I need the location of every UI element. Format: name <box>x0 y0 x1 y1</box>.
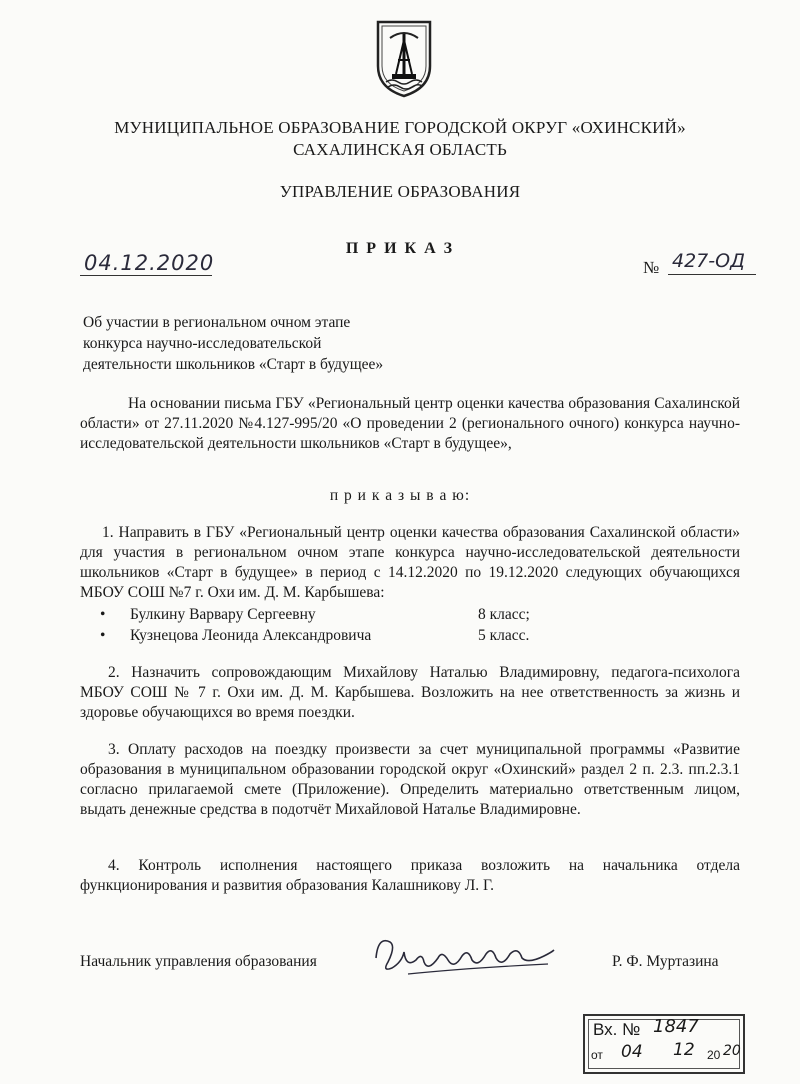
stamp-incoming-label: Вх. № <box>593 1020 641 1039</box>
subject-line-3: деятельности школьников «Старт в будущее» <box>83 356 384 373</box>
stamp-from-label: от <box>591 1048 603 1062</box>
item-3-paragraph: 3. Оплату расходов на поездку произвести за счет муниципальной программы «Развитие образования в муниципальном образовании городской округ «Охинский» раздел 2 п. 2.3. пп.2.3.1 согласно прилагаемой смете (Приложение). Определить материально ответственным лицом, выдать денежные средства в подотчёт Михайловой Наталье Владимировне. <box>80 741 740 818</box>
signatory-position: Начальник управления образования <box>80 953 317 970</box>
bullet-icon: • <box>100 606 106 623</box>
number-label: № <box>643 258 660 277</box>
stamp-year-suffix: 20 <box>723 1043 741 1059</box>
preamble-paragraph: На основании письма ГБУ «Региональный центр оценки качества образования Сахалинской области» от 27.11.2020 №4.127-995/20 «О проведении 2 (регионального очного) конкурса научно-исследовательской деятельности школьников «Старт в будущее», <box>80 395 740 452</box>
stamp-day: 04 <box>621 1042 643 1062</box>
order-date: 04.12.2020 <box>84 251 215 275</box>
stamp-year-prefix: 20 <box>707 1048 721 1062</box>
student-list-item <box>100 627 660 647</box>
subject-line-2: конкурса научно-исследовательской <box>83 335 322 352</box>
student-grade: 5 класс. <box>478 627 530 644</box>
student-grade: 8 класс; <box>478 606 530 623</box>
bullet-icon: • <box>100 627 106 644</box>
department-header: УПРАВЛЕНИЕ ОБРАЗОВАНИЯ <box>279 182 521 201</box>
student-list-item <box>100 606 660 626</box>
document-type-title: П Р И К А З <box>345 240 455 257</box>
handwritten-signature <box>368 928 558 980</box>
stamp-incoming-number: 1847 <box>653 1016 699 1037</box>
municipality-header: МУНИЦИПАЛЬНОЕ ОБРАЗОВАНИЕ ГОРОДСКОЙ ОКРУГ «ОХИНСКИЙ» <box>114 118 686 137</box>
order-number: 427-ОД <box>672 250 745 272</box>
date-underline <box>80 275 212 276</box>
order-subject <box>83 312 443 375</box>
number-underline <box>668 274 756 275</box>
region-header: САХАЛИНСКАЯ ОБЛАСТЬ <box>293 140 507 159</box>
order-word: п р и к а з ы в а ю: <box>329 487 471 504</box>
coat-of-arms-emblem <box>372 16 436 98</box>
student-name: Кузнецова Леонида Александровича <box>130 627 372 644</box>
item-1-paragraph: 1. Направить в ГБУ «Региональный центр оценки качества образования Сахалинской области» для участия в региональном очном этапе конкурса научно-исследовательской деятельности школьников «Старт в будущее» в период с 14.12.2020 по 19.12.2020 следующих обучающихся МБОУ СОШ №7 г. Охи им. Д. М. Карбышева: <box>80 524 740 601</box>
incoming-registration-stamp <box>583 1014 745 1074</box>
item-4-paragraph: 4. Контроль исполнения настоящего приказа возложить на начальника отдела функционирования и развития образования Калашникову Л. Г. <box>80 857 740 894</box>
student-name: Булкину Варвару Сергеевну <box>130 606 316 623</box>
stamp-month: 12 <box>673 1040 695 1060</box>
signatory-name: Р. Ф. Муртазина <box>612 953 719 970</box>
subject-line-1: Об участии в региональном очном этапе <box>83 314 351 331</box>
item-2-paragraph: 2. Назначить сопровождающим Михайлову Наталью Владимировну, педагога-психолога МБОУ СОШ № 7 г. Охи им. Д. М. Карбышева. Возложить на нее ответственность за жизнь и здоровье обучающихся во время поездки. <box>80 664 740 721</box>
